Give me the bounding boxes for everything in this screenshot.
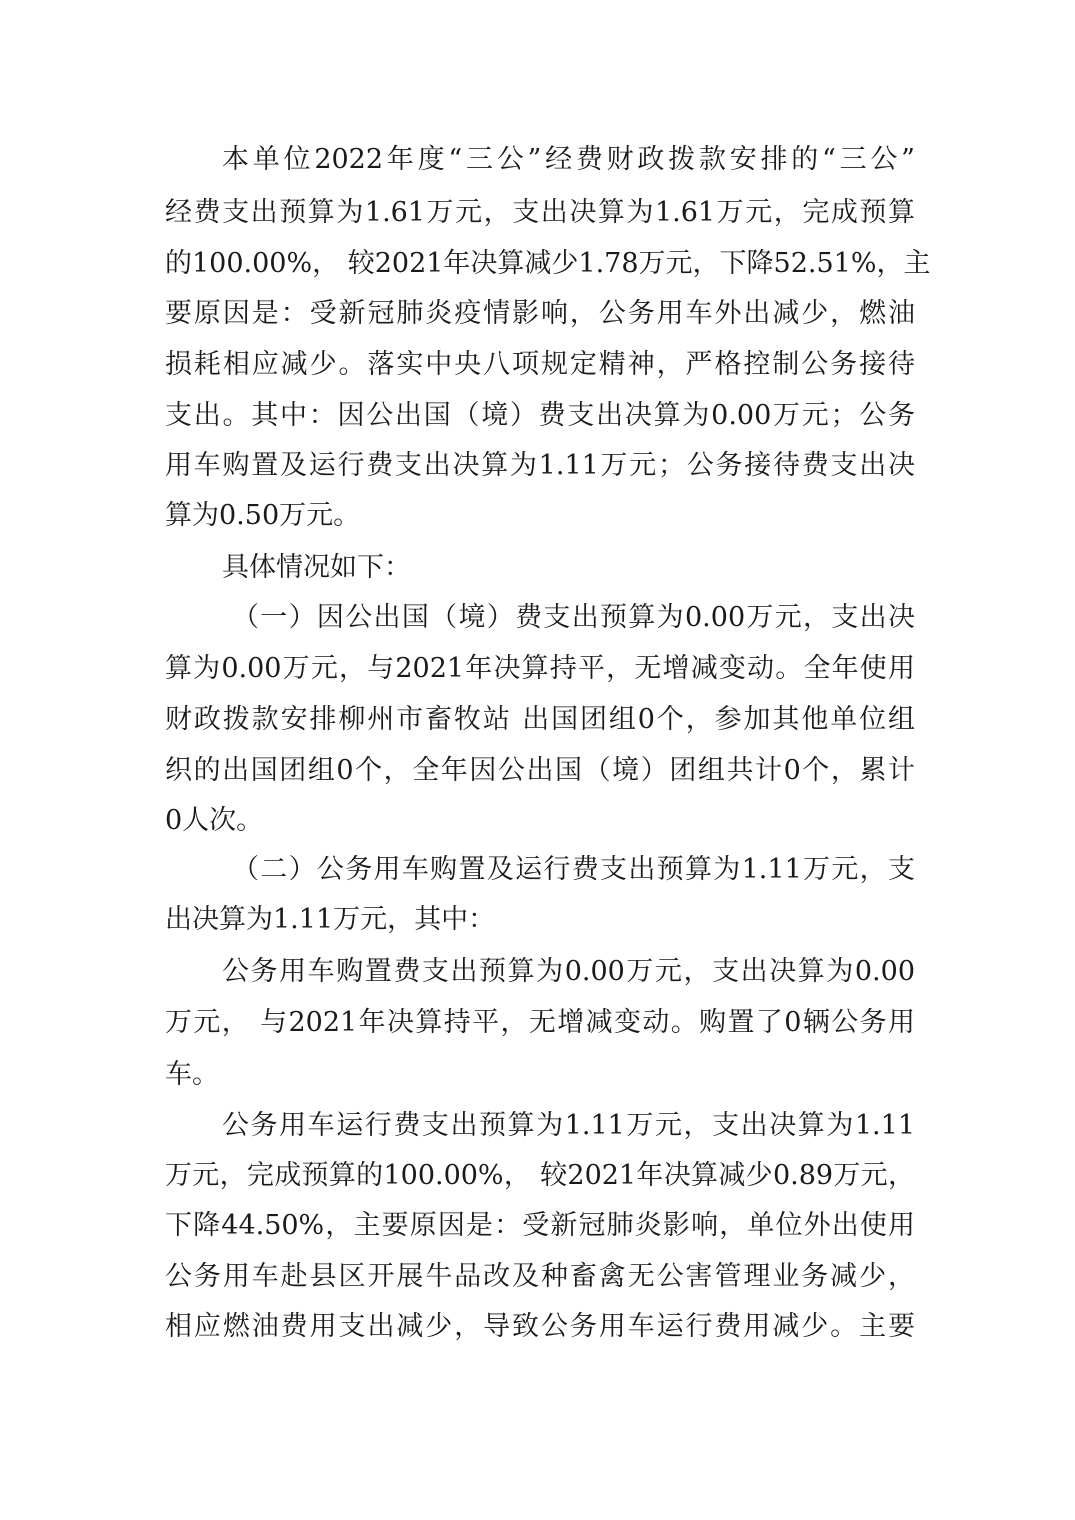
paragraph-line: 的100.00%， 较2021年决算减少1.78万元，下降52.51%，主 — [165, 248, 931, 279]
paragraph-line: 要原因是：受新冠肺炎疫情影响，公务用车外出减少，燃油 — [165, 298, 915, 329]
paragraph-line: 公务用车运行费支出预算为1.11万元，支出决算为1.11 — [222, 1110, 915, 1141]
paragraph-line: 车。 — [165, 1059, 219, 1090]
paragraph-line: 出决算为1.11万元，其中： — [165, 904, 496, 935]
paragraph-line: 下降44.50%，主要原因是：受新冠肺炎影响，单位外出使用 — [165, 1210, 915, 1241]
paragraph-line: （二）公务用车购置及运行费支出预算为1.11万元，支 — [232, 854, 915, 885]
paragraph-line: 算为0.50万元。 — [165, 500, 361, 531]
paragraph-line: 用车购置及运行费支出决算为1.11万元；公务接待费支出决 — [165, 450, 915, 481]
paragraph-line: 具体情况如下： — [222, 552, 411, 583]
paragraph-line: 公务用车赴县区开展牛品改及种畜禽无公害管理业务减少， — [165, 1261, 915, 1292]
paragraph-line: 相应燃油费用支出减少，导致公务用车运行费用减少。主要 — [165, 1311, 915, 1342]
paragraph-line: 0人次。 — [165, 805, 264, 836]
paragraph-line: 财政拨款安排柳州市畜牧站 出国团组0个，参加其他单位组 — [165, 704, 915, 735]
paragraph-line: 算为0.00万元，与2021年决算持平，无增减变动。全年使用 — [165, 653, 915, 684]
paragraph-line: 支出。其中：因公出国（境）费支出决算为0.00万元；公务 — [165, 400, 915, 431]
paragraph-line: 经费支出预算为1.61万元，支出决算为1.61万元，完成预算 — [165, 197, 915, 228]
paragraph-line: 本单位2022年度“三公”经费财政拨款安排的“三公” — [222, 144, 915, 175]
paragraph-line: 织的出国团组0个，全年因公出国（境）团组共计0个，累计 — [165, 755, 915, 786]
paragraph-line: 万元， 与2021年决算持平，无增减变动。购置了0辆公务用 — [165, 1007, 915, 1038]
paragraph-line: 公务用车购置费支出预算为0.00万元，支出决算为0.00 — [222, 956, 915, 987]
paragraph-line: 损耗相应减少。落实中央八项规定精神，严格控制公务接待 — [165, 349, 915, 380]
paragraph-line: 万元，完成预算的100.00%， 较2021年决算减少0.89万元， — [165, 1160, 915, 1191]
paragraph-line: （一）因公出国（境）费支出预算为0.00万元，支出决 — [232, 602, 915, 633]
